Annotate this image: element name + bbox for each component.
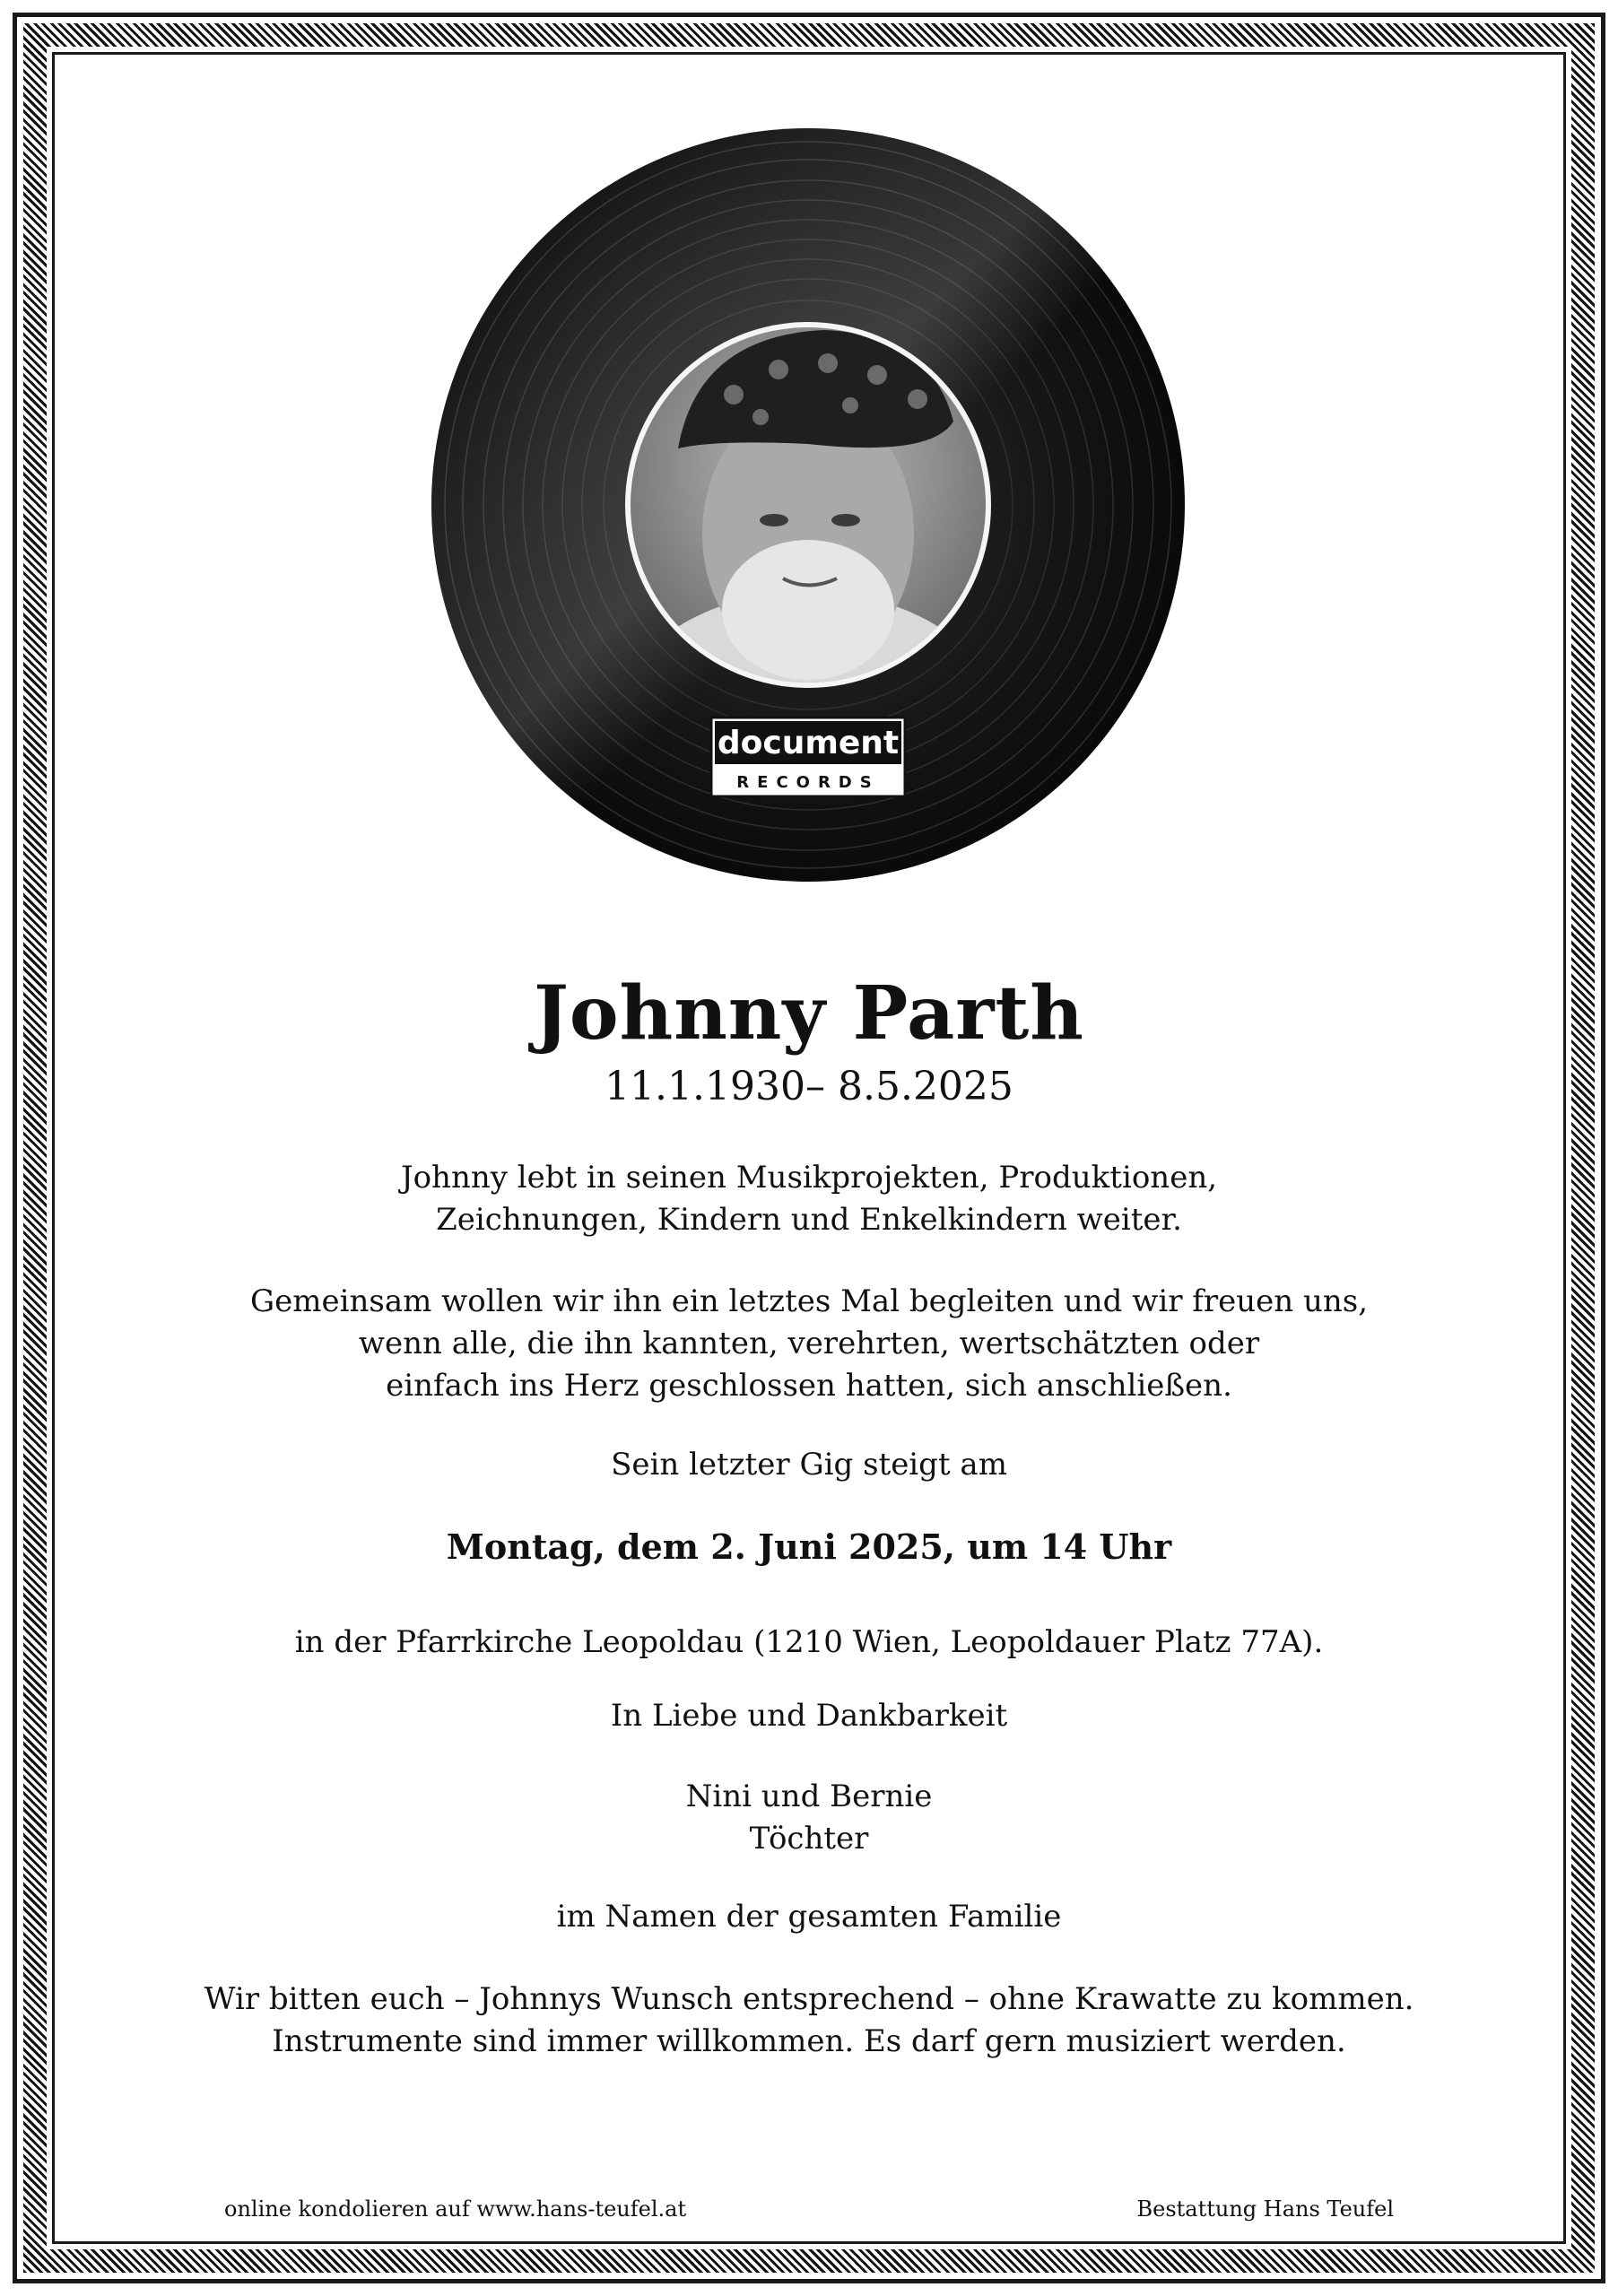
- memorial-paragraph-2-line: Gemeinsam wollen wir ihn ein letztes Mal begleiten und wir freuen uns,: [249, 1283, 1369, 1319]
- vinyl-record-graphic: [429, 126, 1187, 884]
- memorial-paragraph-2-line: wenn alle, die ihn kannten, verehrten, wertschätzten oder: [358, 1326, 1260, 1361]
- signer-names: Nini und Bernie: [685, 1779, 933, 1814]
- request-line: Wir bitten euch – Johnnys Wunsch entsprechend – ohne Krawatte zu kommen.: [204, 1981, 1414, 2017]
- condolence-link[interactable]: online kondolieren auf www.hans-teufel.at: [224, 2196, 687, 2222]
- logo-subtitle: RECORDS: [736, 773, 880, 792]
- request-line: Instrumente sind immer willkommen. Es darf gern musiziert werden.: [272, 2023, 1346, 2059]
- memorial-paragraph-1-line: Johnny lebt in seinen Musikprojekten, Produktionen,: [400, 1160, 1218, 1196]
- document-records-logo: [711, 718, 905, 796]
- vinyl-record: [429, 126, 1187, 884]
- logo-wordmark: document: [717, 725, 900, 761]
- memorial-paragraph-1: [90, 1157, 1528, 1241]
- closing-phrase: In Liebe und Dankbarkeit: [610, 1698, 1008, 1734]
- life-dates: 11.1.1930– 8.5.2025: [605, 1064, 1013, 1109]
- memorial-paragraph-2-line: einfach ins Herz geschlossen hatten, sich anschließen.: [386, 1368, 1232, 1404]
- signer-relation: Töchter: [749, 1821, 869, 1857]
- gig-intro: Sein letzter Gig steigt am: [611, 1447, 1007, 1483]
- funeral-home-name: Bestattung Hans Teufel: [1136, 2196, 1394, 2222]
- service-location: in der Pfarrkirche Leopoldau (1210 Wien, Leopoldauer Platz 77A).: [294, 1624, 1324, 1660]
- deceased-name: Johnny Parth: [534, 970, 1084, 1057]
- service-date: Montag, dem 2. Juni 2025, um 14 Uhr: [446, 1526, 1172, 1567]
- memorial-paragraph-2: [90, 1281, 1528, 1407]
- request-note: [90, 1979, 1528, 2063]
- signers: [90, 1776, 1528, 1860]
- family-note: im Namen der gesamten Familie: [556, 1899, 1062, 1935]
- memorial-paragraph-1-line: Zeichnungen, Kindern und Enkelkindern weiter.: [436, 1202, 1182, 1238]
